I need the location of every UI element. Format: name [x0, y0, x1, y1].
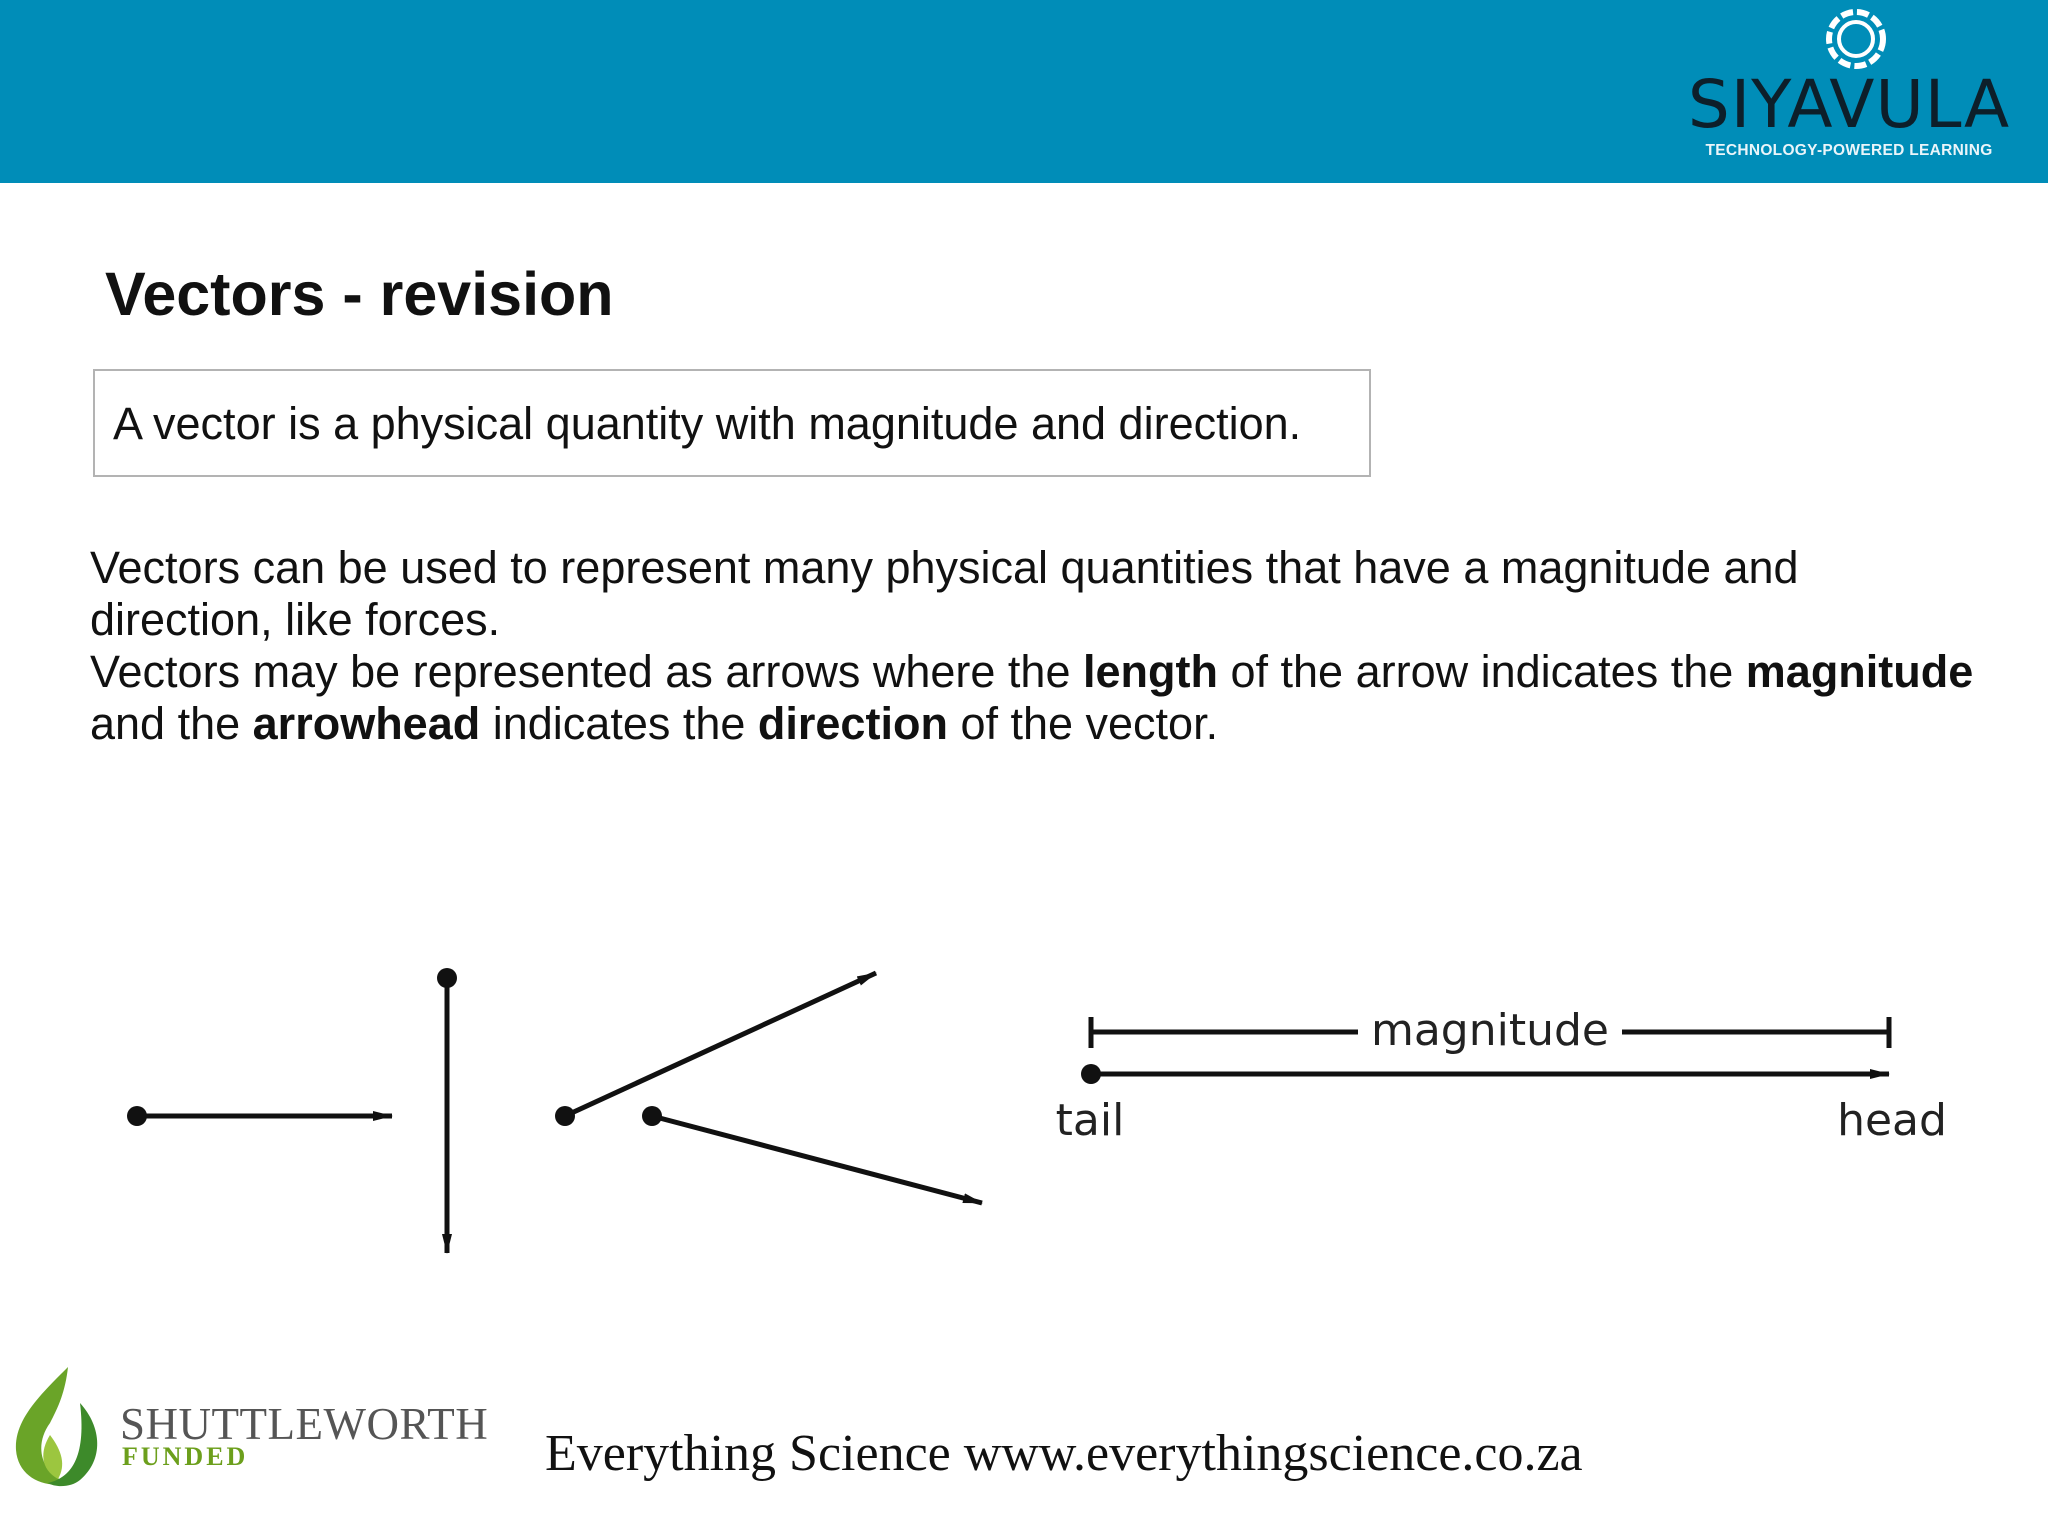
vector-tail-dot: [555, 1106, 575, 1126]
paragraph-2-text-1: Vectors may be represented as arrows where the: [90, 646, 1083, 697]
slide-title: Vectors - revision: [105, 260, 614, 328]
tail-label: tail: [1055, 1095, 1125, 1146]
vector-arrow-diagonal-down: [642, 1106, 982, 1203]
paragraph-2-text-3: and the: [90, 698, 253, 749]
definition-text: A vector is a physical quantity with magnitude and direction.: [113, 398, 1302, 449]
vector-tail-dot: [127, 1106, 147, 1126]
magnitude-bracket: [1091, 1005, 1889, 1056]
paragraph-1: Vectors can be used to represent many physical quantities that have a magnitude and direction, like forces.: [90, 542, 1799, 645]
paragraph-2-text-4: indicates the: [480, 698, 758, 749]
vector-arrow-horizontal: [127, 1106, 392, 1126]
logo-name: SIYAVULA: [1687, 66, 2011, 143]
vector-arrow-vertical: [437, 968, 457, 1253]
labeled-vector-arrow: [1081, 1064, 1889, 1084]
logo-tagline: TECHNOLOGY-POWERED LEARNING: [1705, 142, 1993, 159]
shuttleworth-logo: [10, 1360, 489, 1495]
head-label: head: [1837, 1095, 1947, 1146]
bold-length: length: [1083, 646, 1218, 697]
bold-direction: direction: [757, 698, 948, 749]
flame-icon: [10, 1365, 110, 1490]
sponsor-funded: FUNDED: [122, 1442, 249, 1471]
paragraph-2-text-2: of the arrow indicates the: [1217, 646, 1746, 697]
vector-tail-dot: [437, 968, 457, 988]
bold-magnitude: magnitude: [1745, 646, 1974, 697]
sponsor-name: SHUTTLEWORTH: [120, 1399, 489, 1449]
bold-arrowhead: arrowhead: [252, 698, 481, 749]
vector-arrow-diagonal-up: [555, 973, 876, 1126]
vector-tail-dot: [642, 1106, 662, 1126]
vector-tail-dot: [1081, 1064, 1101, 1084]
footer-text: Everything Science www.everythingscience.co.za: [545, 1425, 1583, 1482]
paragraph-2-text-5: of the vector.: [947, 698, 1219, 749]
magnitude-label: magnitude: [1370, 1005, 1610, 1056]
